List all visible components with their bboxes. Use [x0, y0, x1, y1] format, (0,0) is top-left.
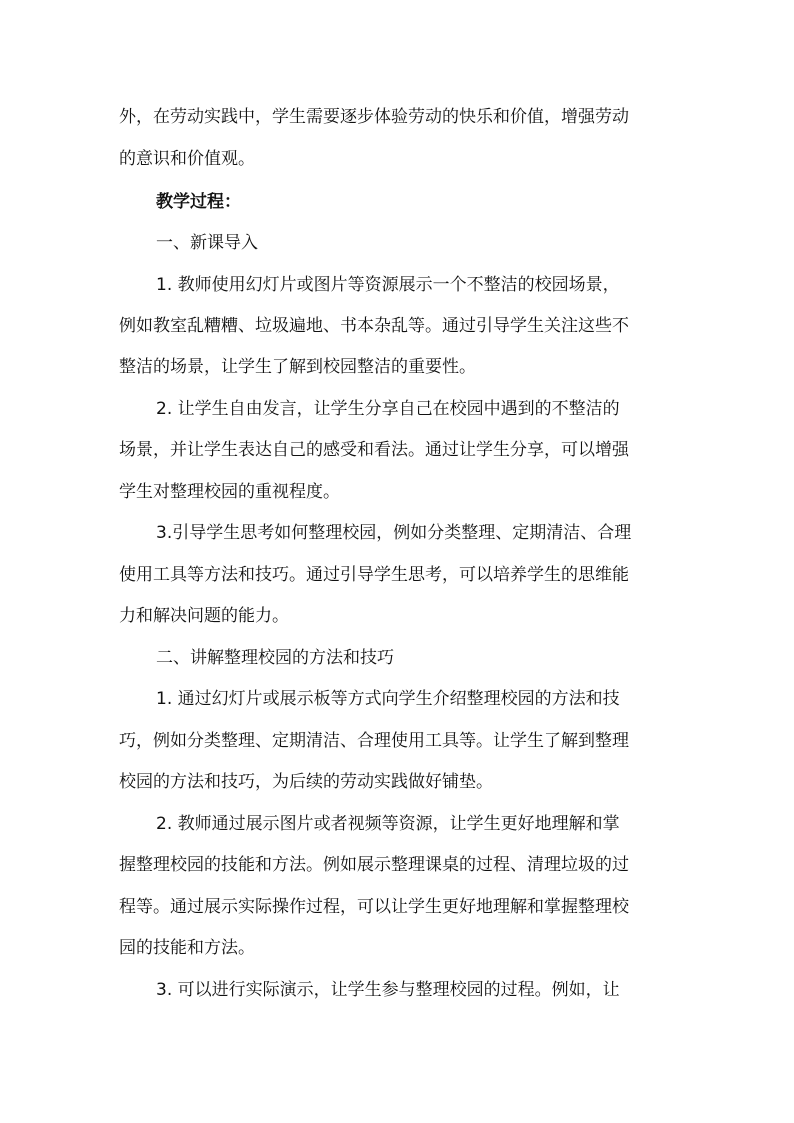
text-line: 园的技能和方法。 — [119, 938, 255, 958]
text-line: 外，在劳动实践中，学生需要逐步体验劳动的快乐和价值，增强劳动 — [119, 107, 629, 127]
text-line: 使用工具等方法和技巧。通过引导学生思考，可以培养学生的思维能 — [119, 565, 629, 585]
text-line: 整洁的场景，让学生了解到校园整洁的重要性。 — [119, 357, 476, 377]
text-line: 力和解决问题的能力。 — [119, 606, 289, 626]
text-line: 巧，例如分类整理、定期清洁、合理使用工具等。让学生了解到整理 — [119, 731, 629, 751]
text-line: 程等。通过展示实际操作过程，可以让学生更好地理解和掌握整理校 — [119, 897, 629, 917]
subsection-heading: 一、新课导入 — [156, 233, 258, 253]
text-line: 1. 通过幻灯片或展示板等方式向学生介绍整理校园的方法和技 — [156, 689, 620, 709]
text-line: 1. 教师使用幻灯片或图片等资源展示一个不整洁的校园场景， — [156, 275, 620, 295]
text-line: 的意识和价值观。 — [119, 149, 255, 169]
text-line: 学生对整理校园的重视程度。 — [119, 482, 340, 502]
text-line: 3. 可以进行实际演示，让学生参与整理校园的过程。例如，让 — [156, 980, 620, 1000]
text-line: 场景，并让学生表达自己的感受和看法。通过让学生分享，可以增强 — [119, 440, 629, 460]
text-line: 2. 教师通过展示图片或者视频等资源，让学生更好地理解和掌 — [156, 814, 620, 834]
section-heading: 教学过程： — [156, 192, 241, 212]
text-line: 例如教室乱糟糟、垃圾遍地、书本杂乱等。通过引导学生关注这些不 — [119, 316, 629, 336]
text-line: 2. 让学生自由发言，让学生分享自己在校园中遇到的不整洁的 — [156, 399, 620, 419]
subsection-heading: 二、讲解整理校园的方法和技巧 — [156, 648, 394, 668]
text-line: 校园的方法和技巧，为后续的劳动实践做好铺垫。 — [119, 772, 493, 792]
text-line: 握整理校园的技能和方法。例如展示整理课桌的过程、清理垃圾的过 — [119, 855, 629, 875]
text-line: 3.引导学生思考如何整理校园，例如分类整理、定期清洁、合理 — [156, 523, 632, 543]
